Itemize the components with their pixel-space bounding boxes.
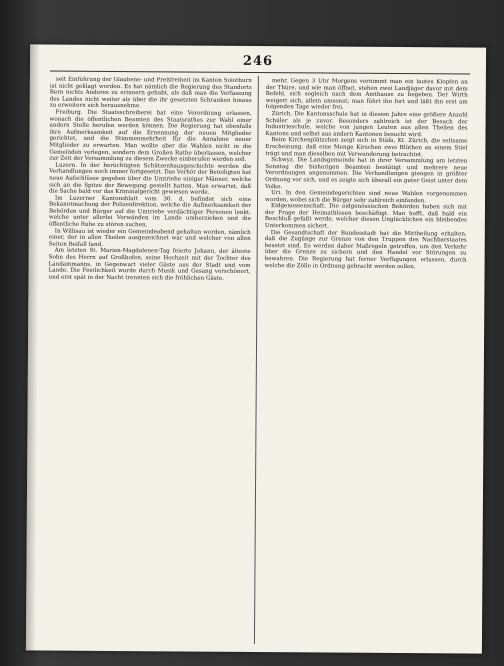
paragraph: Zürich. Die Kantonsschule hat in diesem Jahre eine größere Anzahl Schüler als je zuvor. Besonders zahlreich ist der Besuch der Industrieschule, welche von jungen Leuten aus allen Theilen des Kantons und selbst aus andern Kantonen besucht wird. <box>265 111 468 138</box>
paragraph: Schwyz. Die Landsgemeinde hat in ihrer Versammlung am letzten Sonntag die bisherigen Beamten bestätigt und mehrere neue Verordnungen angenommen. Die Verhandlungen giengen in größter Ordnung vor sich, und es zeigte sich überall ein guter Geist unter dem Volke. <box>265 157 468 190</box>
paragraph: Beim Kirchenplätzchen zeigt sich in Stäfa, Kt. Zürich, die seltsame Erscheinung, daß eine Menge Kirschen zwei Blüthen an einem Stiel trägt und man dieselben mit Verwunderung betrachtet. <box>265 137 468 158</box>
paragraph: Freiburg. Die Staatsschreiberei hat eine Verordnung erlassen, wonach die öffentlichen Beamten des Staatsrathes zur Wahl einer andern Stelle berufen werden können. Die Regierung hat ebenfalls ihre Aufmerksamkeit auf die Ernennung der neuen Mitglieder gerichtet, und die Stimmenmehrheit für die Annahme neuer Mitglieder zu erwarten. Man wollte aber die Wahlen nicht in die Gemeinden verlegen, sondern dem Großen Rathe überlassen, welcher zur Zeit der Versammlung zu diesem Zwecke einberufen werden soll. <box>49 109 252 164</box>
paragraph: In Willisau ist wieder ein Gemeindeabend gehalten worden, nämlich einer, der in allen Theilen ausgezeichnet war und welcher von allen Seiten Beifall fand. <box>48 228 251 248</box>
left-column <box>46 77 252 643</box>
paragraph: Eidgenossenschaft. Die eidgenössischen Behörden haben sich mit der Frage der Heimathlosen beschäftigt. Man hofft, daß bald ein Beschluß gefaßt werde, welcher diesen Unglücklichen ein bleibendes Unterkommen sichert. <box>264 203 468 230</box>
paragraph: Die Gesandtschaft der Bundesstadt hat die Mittheilung erhalten, daß die Zugänge zur Grenze von den Truppen des Nachbarstaates besetzt sind. Es werden daher Maßregeln getroffen, um den Verkehr über die Grenze zu sichern und den Handel vor Störungen zu bewahren. Die Regierung hat ferner Verfügungen erlassen, durch welche die Zölle in Ordnung gebracht werden sollen. <box>264 229 467 270</box>
paragraph: mehr. Gegen 3 Uhr Morgens vernimmt man ein lautes Klopfen an der Thüre, und wie man öffnet, stehen zwei Landjäger davor mit dem Befehl, sich sogleich nach dem Amthause zu begeben. Der Wirth weigert sich, allein umsonst; man führt ihn fort und läßt ihn erst am folgenden Tage wieder frei. <box>265 78 468 111</box>
page-number: 246 <box>242 53 274 70</box>
paragraph: Im Luzerner Kantonsblatt vom 30. d. befindet sich eine Bekanntmachung der Polizeidirektion, welche die Aufmerksamkeit der Behörden und Bürger auf die Umtriebe verdächtiger Personen lenkt, welche unter allerlei Vorwänden im Lande umherziehen und die öffentliche Ruhe zu stören suchen. <box>48 195 252 229</box>
left-column-text <box>48 77 251 283</box>
right-column <box>262 78 468 644</box>
paragraph: Uri. In den Gemeindegerichten sind neue Wahlen vorgenommen worden, wobei sich die Bürger sehr zahlreich einfanden. <box>265 190 468 204</box>
header-rule <box>50 71 470 75</box>
column-divider <box>254 76 259 644</box>
paragraph: seit Einführung der Glaubens- und Preßfreiheit im Kanton Solothurn ist nicht geklagt worden. Es hat nämlich die Regierung des Standorts Bern nichts Anderes zu erinnern gehabt, als daß man die Verfassung des Landes nicht weiter als über die ihr gesetzten Schranken hinaus zu erweitern sich herausnehme. <box>49 76 252 110</box>
paragraph: Am letzten St. Marien-Magdalenen-Tag feierte Johann, der älteste Sohn des Herrn auf Großhofen, seine Hochzeit mit der Tochter des Landammanns, in Gegenwart vieler Gäste aus der Stadt und vom Lande. Die Festlichkeit wurde durch Musik und Gesang verschönert, und erst spät in der Nacht trennten sich die fröhlichen Gäste. <box>48 248 251 282</box>
right-column-text <box>265 78 468 271</box>
newspaper-page <box>26 44 486 653</box>
paragraph: Luzern. In der berüchtigten Schützenhausgeschichte werden die Verhandlungen noch immer fortgesetzt. Das Verhör der Beteiligten hat neue Aufschlüsse gegeben über die Umtriebe einiger Männer, welche sich an die Spitze der Bewegung gestellt hatten. Man erwartet, daß die Sache bald vor das Kriminalgericht gewiesen werde. <box>49 162 252 196</box>
